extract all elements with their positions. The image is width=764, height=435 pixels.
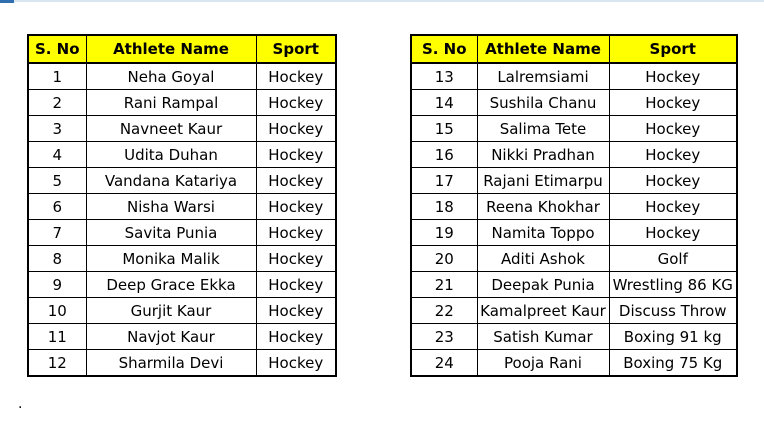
table-row xyxy=(411,168,737,194)
cell-athlete-name: Neha Goyal xyxy=(86,63,256,90)
table-row xyxy=(411,63,737,90)
column-header-sport: Sport xyxy=(256,35,336,63)
cell-athlete-name: Namita Toppo xyxy=(477,220,609,246)
cell-sport: Hockey xyxy=(256,194,336,220)
cell-serial-number: 2 xyxy=(28,90,86,116)
cell-sport: Hockey xyxy=(609,63,737,90)
column-header-serial-number: S. No xyxy=(28,35,86,63)
cell-serial-number: 7 xyxy=(28,220,86,246)
top-accent-mark xyxy=(0,0,14,3)
cell-sport: Hockey xyxy=(609,194,737,220)
cell-serial-number: 24 xyxy=(411,350,477,377)
cell-athlete-name: Navneet Kaur xyxy=(86,116,256,142)
cell-sport: Hockey xyxy=(256,324,336,350)
cell-athlete-name: Savita Punia xyxy=(86,220,256,246)
table-row xyxy=(28,272,336,298)
cell-sport: Hockey xyxy=(609,168,737,194)
cell-sport: Hockey xyxy=(609,142,737,168)
cell-serial-number: 9 xyxy=(28,272,86,298)
table-row xyxy=(411,116,737,142)
athlete-table-left xyxy=(27,34,337,377)
cell-serial-number: 19 xyxy=(411,220,477,246)
cell-athlete-name: Sushila Chanu xyxy=(477,90,609,116)
cell-sport: Wrestling 86 KG xyxy=(609,272,737,298)
cell-sport: Hockey xyxy=(609,116,737,142)
cell-athlete-name: Salima Tete xyxy=(477,116,609,142)
table-row xyxy=(28,324,336,350)
cell-athlete-name: Satish Kumar xyxy=(477,324,609,350)
cell-sport: Hockey xyxy=(256,90,336,116)
table-header xyxy=(28,35,336,63)
table-row xyxy=(28,116,336,142)
cell-sport: Hockey xyxy=(256,142,336,168)
table-row xyxy=(28,168,336,194)
cell-athlete-name: Nikki Pradhan xyxy=(477,142,609,168)
top-border-line xyxy=(0,0,764,2)
cell-athlete-name: Nisha Warsi xyxy=(86,194,256,220)
table-row xyxy=(411,90,737,116)
cell-serial-number: 1 xyxy=(28,63,86,90)
cell-sport: Hockey xyxy=(256,168,336,194)
cell-athlete-name: Gurjit Kaur xyxy=(86,298,256,324)
column-header-serial-number: S. No xyxy=(411,35,477,63)
table-row xyxy=(411,220,737,246)
table-row xyxy=(411,350,737,377)
cell-sport: Hockey xyxy=(256,220,336,246)
cell-serial-number: 22 xyxy=(411,298,477,324)
cell-sport: Hockey xyxy=(256,298,336,324)
cell-sport: Golf xyxy=(609,246,737,272)
cell-serial-number: 17 xyxy=(411,168,477,194)
cell-athlete-name: Vandana Katariya xyxy=(86,168,256,194)
cell-sport: Hockey xyxy=(256,116,336,142)
table-row xyxy=(28,246,336,272)
cell-sport: Discuss Throw xyxy=(609,298,737,324)
table-row xyxy=(28,350,336,377)
cell-serial-number: 10 xyxy=(28,298,86,324)
cell-serial-number: 4 xyxy=(28,142,86,168)
cell-serial-number: 16 xyxy=(411,142,477,168)
table-row xyxy=(411,298,737,324)
cell-sport: Boxing 75 Kg xyxy=(609,350,737,377)
cell-sport: Hockey xyxy=(256,272,336,298)
cell-sport: Hockey xyxy=(609,220,737,246)
cell-serial-number: 14 xyxy=(411,90,477,116)
cell-serial-number: 13 xyxy=(411,63,477,90)
cell-athlete-name: Reena Khokhar xyxy=(477,194,609,220)
table-body xyxy=(411,63,737,376)
cell-athlete-name: Navjot Kaur xyxy=(86,324,256,350)
cell-serial-number: 8 xyxy=(28,246,86,272)
table-row xyxy=(28,220,336,246)
cell-athlete-name: Pooja Rani xyxy=(477,350,609,377)
athlete-table-right xyxy=(410,34,738,377)
cell-athlete-name: Aditi Ashok xyxy=(477,246,609,272)
table-row xyxy=(28,194,336,220)
column-header-athlete-name: Athlete Name xyxy=(477,35,609,63)
cell-sport: Boxing 91 kg xyxy=(609,324,737,350)
cell-sport: Hockey xyxy=(609,90,737,116)
table-body xyxy=(28,63,336,376)
cell-serial-number: 23 xyxy=(411,324,477,350)
cell-serial-number: 20 xyxy=(411,246,477,272)
table-row xyxy=(411,272,737,298)
cell-serial-number: 21 xyxy=(411,272,477,298)
table-row xyxy=(411,142,737,168)
table-row xyxy=(411,324,737,350)
cell-serial-number: 3 xyxy=(28,116,86,142)
cell-athlete-name: Deep Grace Ekka xyxy=(86,272,256,298)
table-row xyxy=(411,194,737,220)
table-header xyxy=(411,35,737,63)
cell-athlete-name: Monika Malik xyxy=(86,246,256,272)
cell-athlete-name: Rajani Etimarpu xyxy=(477,168,609,194)
cell-serial-number: 11 xyxy=(28,324,86,350)
cell-athlete-name: Kamalpreet Kaur xyxy=(477,298,609,324)
cell-athlete-name: Udita Duhan xyxy=(86,142,256,168)
table-row xyxy=(28,63,336,90)
cell-serial-number: 12 xyxy=(28,350,86,377)
column-header-athlete-name: Athlete Name xyxy=(86,35,256,63)
cell-sport: Hockey xyxy=(256,246,336,272)
cell-serial-number: 5 xyxy=(28,168,86,194)
cell-athlete-name: Sharmila Devi xyxy=(86,350,256,377)
table-row xyxy=(411,246,737,272)
cell-sport: Hockey xyxy=(256,63,336,90)
cell-athlete-name: Rani Rampal xyxy=(86,90,256,116)
cell-athlete-name: Deepak Punia xyxy=(477,272,609,298)
cell-serial-number: 18 xyxy=(411,194,477,220)
table-row xyxy=(28,90,336,116)
cell-sport: Hockey xyxy=(256,350,336,377)
cell-athlete-name: Lalremsiami xyxy=(477,63,609,90)
table-row xyxy=(28,298,336,324)
footer-mark: . xyxy=(18,396,23,412)
column-header-sport: Sport xyxy=(609,35,737,63)
cell-serial-number: 6 xyxy=(28,194,86,220)
table-row xyxy=(28,142,336,168)
cell-serial-number: 15 xyxy=(411,116,477,142)
